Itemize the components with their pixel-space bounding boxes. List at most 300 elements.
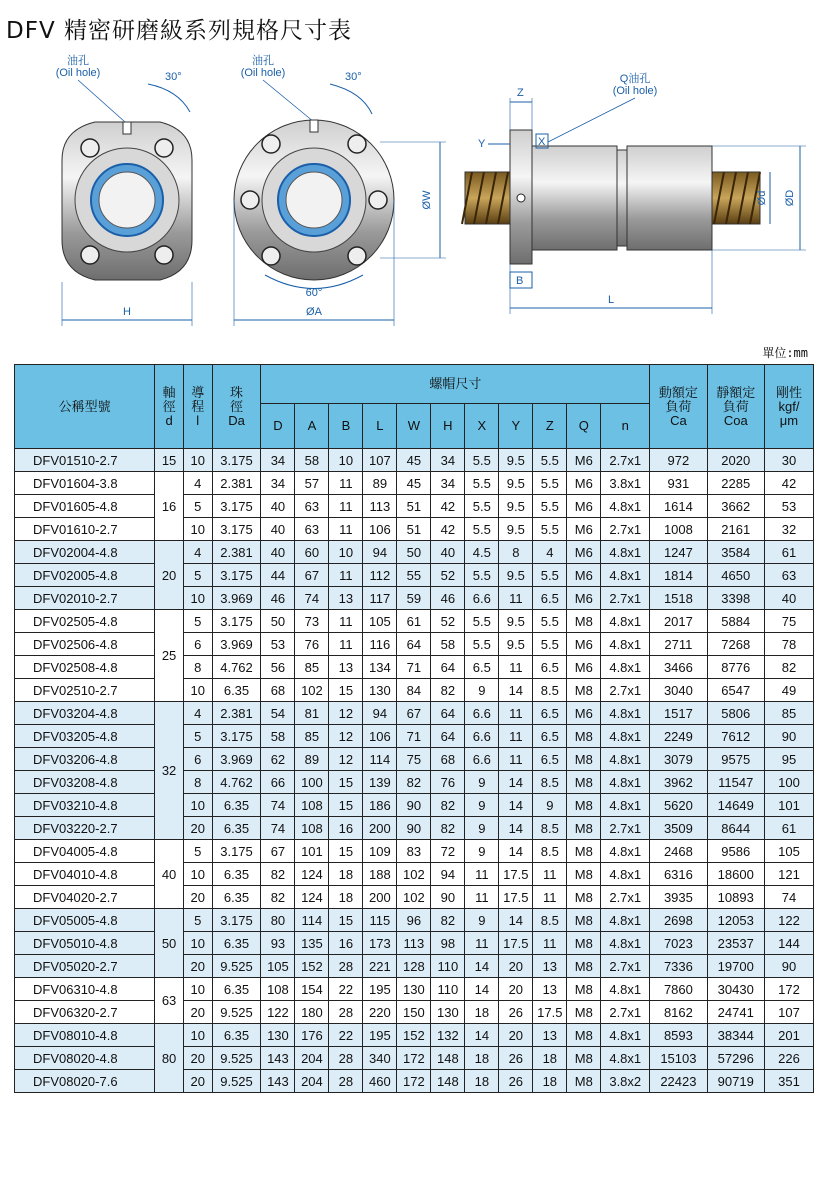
value-cell: 78 — [764, 633, 813, 656]
value-cell: 3.175 — [212, 449, 261, 472]
value-cell: M6 — [567, 472, 601, 495]
model-cell: DFV04005-4.8 — [15, 840, 155, 863]
value-cell: 20 — [183, 1001, 212, 1024]
value-cell: 6.5 — [533, 748, 567, 771]
value-cell: 14649 — [707, 794, 764, 817]
value-cell: 61 — [764, 541, 813, 564]
angle-60-label: 60° — [305, 287, 323, 299]
value-cell: 195 — [363, 1024, 397, 1047]
value-cell: 5 — [183, 564, 212, 587]
value-cell: 17.5 — [499, 886, 533, 909]
value-cell: 38344 — [707, 1024, 764, 1047]
value-cell: 82 — [261, 863, 295, 886]
value-cell: 11 — [465, 932, 499, 955]
value-cell: 4.8x1 — [601, 978, 650, 1001]
value-cell: 10 — [183, 794, 212, 817]
value-cell: 107 — [764, 1001, 813, 1024]
value-cell: 8.5 — [533, 909, 567, 932]
value-cell: 82 — [764, 656, 813, 679]
value-cell: 1814 — [650, 564, 707, 587]
header-ball: 珠 徑 Da — [212, 365, 261, 449]
value-cell: 3.175 — [212, 725, 261, 748]
value-cell: 67 — [261, 840, 295, 863]
value-cell: 4 — [183, 472, 212, 495]
value-cell: 6.5 — [533, 587, 567, 610]
value-cell: 14 — [499, 794, 533, 817]
value-cell: 143 — [261, 1047, 295, 1070]
value-cell: 17.5 — [499, 863, 533, 886]
value-cell: 5806 — [707, 702, 764, 725]
value-cell: 124 — [295, 863, 329, 886]
value-cell: 3.175 — [212, 495, 261, 518]
table-row — [15, 1047, 814, 1070]
value-cell: 106 — [363, 725, 397, 748]
value-cell: 226 — [764, 1047, 813, 1070]
value-cell: 18 — [533, 1047, 567, 1070]
value-cell: 40 — [261, 495, 295, 518]
value-cell: M6 — [567, 541, 601, 564]
dim-Z-label: Z — [517, 87, 524, 99]
value-cell: 3.969 — [212, 633, 261, 656]
value-cell: M8 — [567, 725, 601, 748]
model-cell: DFV05010-4.8 — [15, 932, 155, 955]
value-cell: 14 — [499, 679, 533, 702]
model-cell: DFV03204-4.8 — [15, 702, 155, 725]
value-cell: 28 — [329, 1070, 363, 1093]
table-row — [15, 679, 814, 702]
value-cell: 6.6 — [465, 725, 499, 748]
value-cell: 56 — [261, 656, 295, 679]
value-cell: 9.525 — [212, 1001, 261, 1024]
value-cell: 11 — [533, 932, 567, 955]
value-cell: 340 — [363, 1047, 397, 1070]
model-cell: DFV01605-4.8 — [15, 495, 155, 518]
value-cell: 105 — [363, 610, 397, 633]
value-cell: M8 — [567, 886, 601, 909]
angle-30-label-2: 30° — [345, 71, 362, 83]
value-cell: 150 — [397, 1001, 431, 1024]
shaft-diameter-cell: 15 — [155, 449, 184, 472]
value-cell: 221 — [363, 955, 397, 978]
value-cell: 200 — [363, 817, 397, 840]
value-cell: 7336 — [650, 955, 707, 978]
value-cell: 45 — [397, 449, 431, 472]
header-nut-dimensions: 螺帽尺寸 — [261, 365, 650, 404]
value-cell: 85 — [295, 656, 329, 679]
value-cell: 5.5 — [533, 610, 567, 633]
value-cell: 82 — [261, 886, 295, 909]
value-cell: 11 — [329, 472, 363, 495]
value-cell: 460 — [363, 1070, 397, 1093]
value-cell: M8 — [567, 1070, 601, 1093]
value-cell: 9.5 — [499, 633, 533, 656]
header-nut-d: D — [261, 404, 295, 449]
value-cell: 8162 — [650, 1001, 707, 1024]
value-cell: 102 — [295, 679, 329, 702]
value-cell: M6 — [567, 656, 601, 679]
value-cell: 24741 — [707, 1001, 764, 1024]
value-cell: 4.762 — [212, 771, 261, 794]
value-cell: M6 — [567, 633, 601, 656]
value-cell: 1614 — [650, 495, 707, 518]
header-shaft: 軸 徑 d — [155, 365, 184, 449]
value-cell: 90 — [397, 794, 431, 817]
value-cell: 8 — [183, 771, 212, 794]
value-cell: 4.8x1 — [601, 1047, 650, 1070]
value-cell: 114 — [295, 909, 329, 932]
value-cell: 34 — [431, 449, 465, 472]
value-cell: 64 — [397, 633, 431, 656]
table-row — [15, 541, 814, 564]
value-cell: 2.7x1 — [601, 518, 650, 541]
value-cell: 11 — [499, 748, 533, 771]
value-cell: 10 — [183, 863, 212, 886]
value-cell: 12 — [329, 725, 363, 748]
header-nut-a: A — [295, 404, 329, 449]
value-cell: 6547 — [707, 679, 764, 702]
value-cell: 2468 — [650, 840, 707, 863]
value-cell: M8 — [567, 679, 601, 702]
value-cell: 3398 — [707, 587, 764, 610]
value-cell: 60 — [295, 541, 329, 564]
value-cell: 114 — [363, 748, 397, 771]
value-cell: 80 — [261, 909, 295, 932]
value-cell: 45 — [397, 472, 431, 495]
value-cell: 4.8x1 — [601, 1024, 650, 1047]
value-cell: 73 — [295, 610, 329, 633]
value-cell: 4.8x1 — [601, 771, 650, 794]
value-cell: 2.7x1 — [601, 449, 650, 472]
value-cell: 152 — [397, 1024, 431, 1047]
value-cell: 11 — [329, 610, 363, 633]
value-cell: 94 — [431, 863, 465, 886]
value-cell: 18 — [533, 1070, 567, 1093]
value-cell: 9 — [465, 679, 499, 702]
value-cell: 172 — [764, 978, 813, 1001]
value-cell: 9.5 — [499, 449, 533, 472]
value-cell: 186 — [363, 794, 397, 817]
value-cell: 94 — [363, 541, 397, 564]
value-cell: 22 — [329, 1024, 363, 1047]
value-cell: 83 — [397, 840, 431, 863]
value-cell: 17.5 — [533, 1001, 567, 1024]
value-cell: M8 — [567, 932, 601, 955]
value-cell: 122 — [261, 1001, 295, 1024]
value-cell: 101 — [295, 840, 329, 863]
value-cell: 3.175 — [212, 909, 261, 932]
header-nut-q: Q — [567, 404, 601, 449]
value-cell: 4.8x1 — [601, 656, 650, 679]
value-cell: 64 — [431, 702, 465, 725]
value-cell: 44 — [261, 564, 295, 587]
value-cell: 4.8x1 — [601, 863, 650, 886]
value-cell: 101 — [764, 794, 813, 817]
value-cell: 5 — [183, 840, 212, 863]
value-cell: 90719 — [707, 1070, 764, 1093]
value-cell: 112 — [363, 564, 397, 587]
header-dynamic-load: 動額定 負荷 Ca — [650, 365, 707, 449]
value-cell: 100 — [764, 771, 813, 794]
value-cell: 74 — [261, 817, 295, 840]
value-cell: 18 — [329, 863, 363, 886]
value-cell: 13 — [533, 1024, 567, 1047]
value-cell: 4.8x1 — [601, 541, 650, 564]
value-cell: M8 — [567, 794, 601, 817]
table-row — [15, 932, 814, 955]
value-cell: 57296 — [707, 1047, 764, 1070]
value-cell: 5 — [183, 725, 212, 748]
value-cell: 62 — [261, 748, 295, 771]
shaft-diameter-cell: 40 — [155, 840, 184, 909]
value-cell: 8776 — [707, 656, 764, 679]
header-nut-h: H — [431, 404, 465, 449]
value-cell: 51 — [397, 518, 431, 541]
value-cell: 5 — [183, 909, 212, 932]
value-cell: 5884 — [707, 610, 764, 633]
value-cell: 9 — [465, 794, 499, 817]
value-cell: 40 — [431, 541, 465, 564]
value-cell: 74 — [764, 886, 813, 909]
value-cell: 2020 — [707, 449, 764, 472]
value-cell: 82 — [431, 679, 465, 702]
value-cell: 110 — [431, 978, 465, 1001]
value-cell: 204 — [295, 1070, 329, 1093]
table-row — [15, 909, 814, 932]
value-cell: 49 — [764, 679, 813, 702]
value-cell: 11547 — [707, 771, 764, 794]
value-cell: 108 — [295, 794, 329, 817]
value-cell: 7023 — [650, 932, 707, 955]
value-cell: 8.5 — [533, 679, 567, 702]
value-cell: 10 — [329, 449, 363, 472]
value-cell: 220 — [363, 1001, 397, 1024]
table-row — [15, 518, 814, 541]
model-cell: DFV03220-2.7 — [15, 817, 155, 840]
value-cell: 13 — [533, 978, 567, 1001]
value-cell: 71 — [397, 725, 431, 748]
unit-label: 單位:mm — [762, 346, 808, 360]
value-cell: 95 — [764, 748, 813, 771]
value-cell: 5.5 — [465, 518, 499, 541]
value-cell: 15 — [329, 771, 363, 794]
value-cell: 5.5 — [465, 472, 499, 495]
value-cell: 4.8x1 — [601, 725, 650, 748]
shaft-diameter-cell: 50 — [155, 909, 184, 978]
value-cell: 82 — [397, 771, 431, 794]
value-cell: M8 — [567, 978, 601, 1001]
value-cell: 26 — [499, 1047, 533, 1070]
value-cell: 2285 — [707, 472, 764, 495]
value-cell: 3040 — [650, 679, 707, 702]
value-cell: 121 — [764, 863, 813, 886]
value-cell: 122 — [764, 909, 813, 932]
value-cell: 4.8x1 — [601, 495, 650, 518]
value-cell: 90 — [397, 817, 431, 840]
value-cell: 10 — [183, 449, 212, 472]
shaft-diameter-cell: 16 — [155, 472, 184, 541]
value-cell: 130 — [363, 679, 397, 702]
model-cell: DFV02004-4.8 — [15, 541, 155, 564]
value-cell: 128 — [397, 955, 431, 978]
table-row — [15, 955, 814, 978]
value-cell: 30 — [764, 449, 813, 472]
value-cell: 2.381 — [212, 472, 261, 495]
value-cell: 102 — [397, 863, 431, 886]
value-cell: 154 — [295, 978, 329, 1001]
value-cell: 8 — [499, 541, 533, 564]
value-cell: 8.5 — [533, 840, 567, 863]
value-cell: M6 — [567, 702, 601, 725]
value-cell: M8 — [567, 909, 601, 932]
value-cell: 143 — [261, 1070, 295, 1093]
value-cell: 11 — [329, 518, 363, 541]
table-row — [15, 564, 814, 587]
model-cell: DFV02005-4.8 — [15, 564, 155, 587]
value-cell: 200 — [363, 886, 397, 909]
value-cell: 51 — [397, 495, 431, 518]
technical-drawings — [0, 50, 828, 340]
value-cell: 2.7x1 — [601, 1001, 650, 1024]
value-cell: 90 — [764, 725, 813, 748]
value-cell: 75 — [764, 610, 813, 633]
value-cell: 172 — [397, 1047, 431, 1070]
value-cell: 10 — [329, 541, 363, 564]
table-row — [15, 1024, 814, 1047]
value-cell: 11 — [329, 633, 363, 656]
value-cell: 20 — [499, 1024, 533, 1047]
value-cell: 34 — [261, 472, 295, 495]
value-cell: 11 — [465, 863, 499, 886]
value-cell: 9.5 — [499, 495, 533, 518]
value-cell: 4 — [183, 541, 212, 564]
value-cell: 11 — [499, 702, 533, 725]
oil-hole-label-en: (Oil hole) — [55, 67, 101, 79]
page-title: DFV 精密研磨級系列規格尺寸表 — [6, 18, 352, 44]
value-cell: 18 — [465, 1001, 499, 1024]
value-cell: 10893 — [707, 886, 764, 909]
value-cell: 9.525 — [212, 1047, 261, 1070]
table-row — [15, 472, 814, 495]
value-cell: 148 — [431, 1047, 465, 1070]
value-cell: M8 — [567, 748, 601, 771]
value-cell: 139 — [363, 771, 397, 794]
header-nut-n: n — [601, 404, 650, 449]
value-cell: 8.5 — [533, 817, 567, 840]
value-cell: 14 — [499, 909, 533, 932]
value-cell: 4.8x1 — [601, 909, 650, 932]
value-cell: 17.5 — [499, 932, 533, 955]
value-cell: 90 — [431, 886, 465, 909]
value-cell: 3079 — [650, 748, 707, 771]
value-cell: 6.35 — [212, 863, 261, 886]
value-cell: M8 — [567, 1024, 601, 1047]
value-cell: 117 — [363, 587, 397, 610]
value-cell: 6.6 — [465, 587, 499, 610]
value-cell: 6.6 — [465, 748, 499, 771]
value-cell: 4.8x1 — [601, 932, 650, 955]
value-cell: 3662 — [707, 495, 764, 518]
value-cell: 110 — [431, 955, 465, 978]
value-cell: 15 — [329, 909, 363, 932]
value-cell: 109 — [363, 840, 397, 863]
value-cell: 14 — [499, 817, 533, 840]
value-cell: 8 — [183, 656, 212, 679]
value-cell: 6 — [183, 748, 212, 771]
model-cell: DFV06320-2.7 — [15, 1001, 155, 1024]
value-cell: 9.525 — [212, 955, 261, 978]
value-cell: 1518 — [650, 587, 707, 610]
value-cell: 75 — [397, 748, 431, 771]
value-cell: 9586 — [707, 840, 764, 863]
value-cell: 173 — [363, 932, 397, 955]
value-cell: 15103 — [650, 1047, 707, 1070]
value-cell: 13 — [329, 587, 363, 610]
model-cell: DFV03210-4.8 — [15, 794, 155, 817]
value-cell: 4650 — [707, 564, 764, 587]
table-row — [15, 817, 814, 840]
value-cell: 3.175 — [212, 564, 261, 587]
value-cell: 10 — [183, 518, 212, 541]
value-cell: 15 — [329, 840, 363, 863]
value-cell: 2.7x1 — [601, 817, 650, 840]
value-cell: 82 — [431, 817, 465, 840]
table-row — [15, 495, 814, 518]
value-cell: 180 — [295, 1001, 329, 1024]
shaft-diameter-cell: 25 — [155, 610, 184, 702]
value-cell: 176 — [295, 1024, 329, 1047]
value-cell: 67 — [295, 564, 329, 587]
value-cell: 4.5 — [465, 541, 499, 564]
value-cell: 130 — [431, 1001, 465, 1024]
value-cell: 72 — [431, 840, 465, 863]
value-cell: 58 — [295, 449, 329, 472]
value-cell: 9 — [465, 840, 499, 863]
value-cell: 42 — [431, 518, 465, 541]
value-cell: 89 — [295, 748, 329, 771]
model-cell: DFV01510-2.7 — [15, 449, 155, 472]
value-cell: 1008 — [650, 518, 707, 541]
value-cell: 3.969 — [212, 587, 261, 610]
value-cell: 20 — [499, 978, 533, 1001]
value-cell: 63 — [295, 495, 329, 518]
value-cell: 66 — [261, 771, 295, 794]
value-cell: 107 — [363, 449, 397, 472]
value-cell: 4.8x1 — [601, 840, 650, 863]
value-cell: M6 — [567, 518, 601, 541]
value-cell: 124 — [295, 886, 329, 909]
value-cell: 105 — [764, 840, 813, 863]
value-cell: 34 — [261, 449, 295, 472]
value-cell: 2.7x1 — [601, 587, 650, 610]
value-cell: 9 — [465, 817, 499, 840]
value-cell: 4.8x1 — [601, 610, 650, 633]
value-cell: 82 — [431, 794, 465, 817]
table-row — [15, 863, 814, 886]
value-cell: 50 — [261, 610, 295, 633]
header-nut-b: B — [329, 404, 363, 449]
value-cell: 3.8x2 — [601, 1070, 650, 1093]
q-oil-hole-label-cn: Q油孔 — [619, 73, 651, 85]
value-cell: 50 — [397, 541, 431, 564]
header-static-load: 靜額定 負荷 Coa — [707, 365, 764, 449]
table-row — [15, 748, 814, 771]
model-cell: DFV02506-4.8 — [15, 633, 155, 656]
value-cell: 188 — [363, 863, 397, 886]
oil-hole-label-cn: 油孔 — [67, 55, 89, 67]
value-cell: M8 — [567, 1001, 601, 1024]
value-cell: 6.35 — [212, 794, 261, 817]
value-cell: 3962 — [650, 771, 707, 794]
